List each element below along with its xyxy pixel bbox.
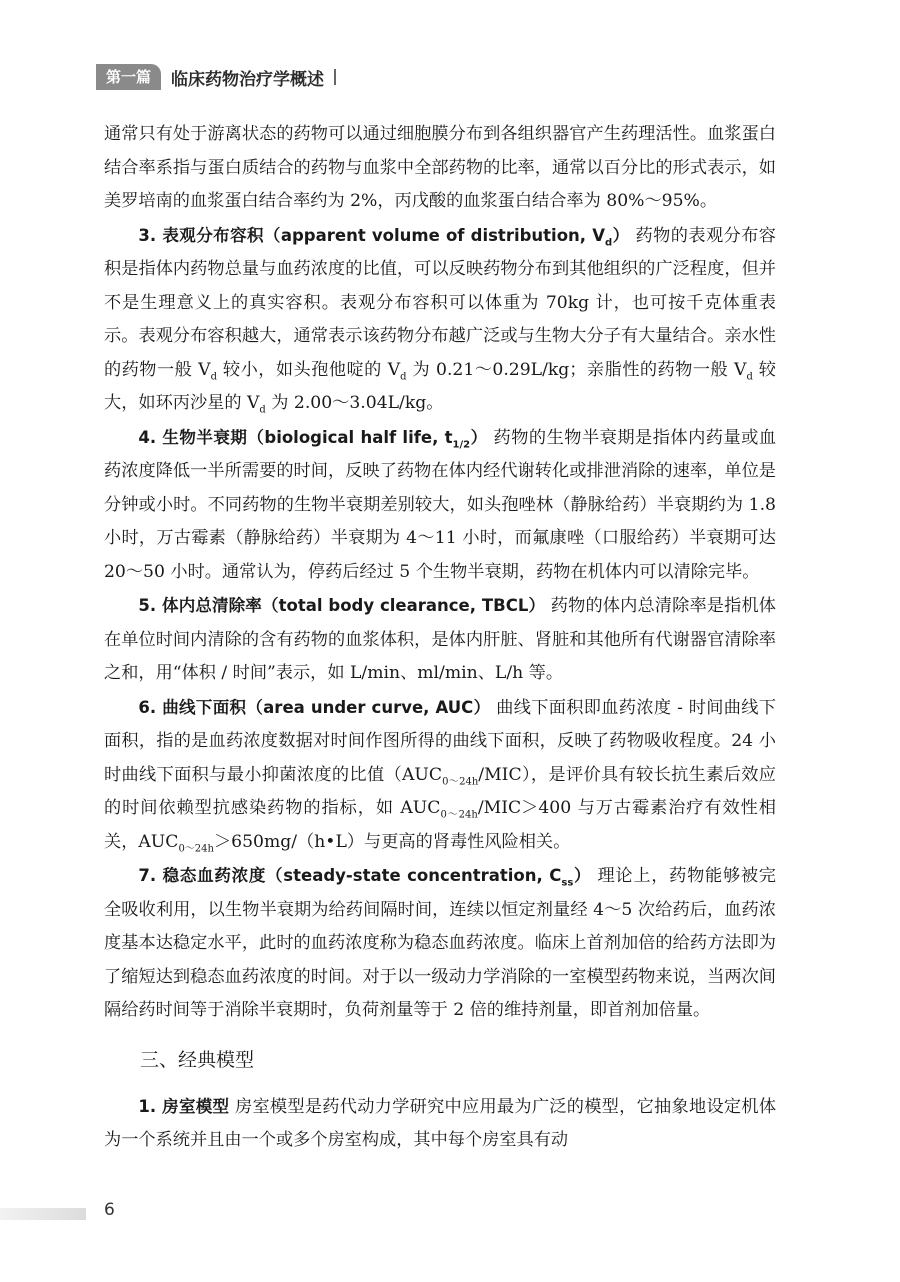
paragraph-steady-state: 7. 稳态血药浓度（steady-state concentration, $C_{ss}$） 理论上，药物能够被完全吸收利用，以生物半衰期为给药间隔时间，连续以恒定剂量经 4～5 次给药后，血药浓度基本达稳定水平，此时的血药浓度称为稳态血药浓度。临床上首剂加倍的给药方法即为了缩短达到稳态血药浓度的时间。对于以一级动力学消除的一室模型药物来说，当两次间隔给药时间等于消除半衰期时，负荷剂量等于 2 倍的维持剂量，即首剂加倍量。 [104,866,776,1020]
term-heading: 6. 曲线下面积（area under curve, AUC） [138,697,491,717]
term-heading: 4. 生物半衰期（biological half life, $t_{1/2}$） [138,427,488,450]
page-number: 6 [104,1200,115,1220]
paragraph-auc: 6. 曲线下面积（area under curve, AUC） 曲线下面积即血药浓度 - 时间曲线下面积，指的是血药浓度数据对时间作图所得的曲线下面积，反映了药物吸收程度。24 小时曲线下面积与最小抑菌浓度的比值$(AUC_{0\sim 24h}/MIC)$，是评价具有较长抗生素后效应的时间依赖型抗感染药物的指标，如 $AUC_{0\sim 24h}/MIC>400$ 与万古霉素治疗有效性相关，$AUC_{0\sim 24h}>650mg/(h•L)$与更高的肾毒性风险相关。 [104,697,776,854]
term-heading: 5. 体内总清除率（total body clearance, TBCL） [138,596,546,615]
body-text [104,118,776,1158]
paragraph-half-life: 4. 生物半衰期（biological half life, $t_{1/2}$） 药物的生物半衰期是指体内药量或血药浓度降低一半所需要的时间，反映了药物在体内经代谢转化或排泄消除的速率，单位是分钟或小时。不同药物的生物半衰期差别较大，如头孢唑林（静脉给药）半衰期约为 1.8 小时，万古霉素（静脉给药）半衰期为 4～11 小时，而氟康唑（口服给药）半衰期可达 20～50 小时。通常认为，停药后经过 5 个生物半衰期，药物在机体内可以清除完毕。 [104,427,777,582]
paragraph-volume-of-distribution: 3. 表观分布容积（apparent volume of distribution, $V_d$） 药物的表观分布容积是指体内药物总量与血药浓度的比值，可以反映药物分布到其他组织的广泛程度，但并不是生理意义上的真实容积。表观分布容积可以体重为 70kg 计，也可按千克体重表示。表观分布容积越大，通常表示该药物分布越广泛或与生物大分子有大量结合。亲水性的药物一般 $V_d$ 较小，如头孢他啶的 $V_d$ 为 0.21～0.29L/kg；亲脂性的药物一般 $V_d$ 较大，如环丙沙星的 $V_d$ 为 2.00～3.04L/kg。 [104,225,776,416]
term-heading: 7. 稳态血药浓度（steady-state concentration, $C_{ss}$） [138,866,592,889]
section-heading: 三、经典模型 [140,1048,255,1071]
header-divider [334,69,336,85]
footer-decoration [0,1208,86,1220]
term-heading: 1. 房室模型 [138,1096,230,1116]
chapter-title: 临床药物治疗学概述 [171,69,325,90]
paragraph-clearance: 5. 体内总清除率（total body clearance, TBCL） 药物的体内总清除率是指机体在单位时间内清除的含有药物的血浆体积，是体内肝脏、肾脏和其他所有代谢器官清除率之和，用“体积 / 时间”表示，如 L/min、ml/min、L/h 等。 [104,596,776,683]
running-header [96,64,336,90]
paragraph-protein-binding: 通常只有处于游离状态的药物可以通过细胞膜分布到各组织器官产生药理活性。血浆蛋白结合率系指与蛋白质结合的药物与血浆中全部药物的比率，通常以百分比的形式表示，如美罗培南的血浆蛋白结合率约为 2%，丙戊酸的血浆蛋白结合率为 80%～95%。 [104,124,776,211]
term-heading: 3. 表观分布容积（apparent volume of distribution, $V_d$） [138,225,630,248]
chapter-badge: 第一篇 [96,64,161,90]
paragraph-compartment-model: 1. 房室模型 房室模型是药代动力学研究中应用最为广泛的模型，它抽象地设定机体为一个系统并且由一个或多个房室构成，其中每个房室具有动 [104,1096,777,1150]
